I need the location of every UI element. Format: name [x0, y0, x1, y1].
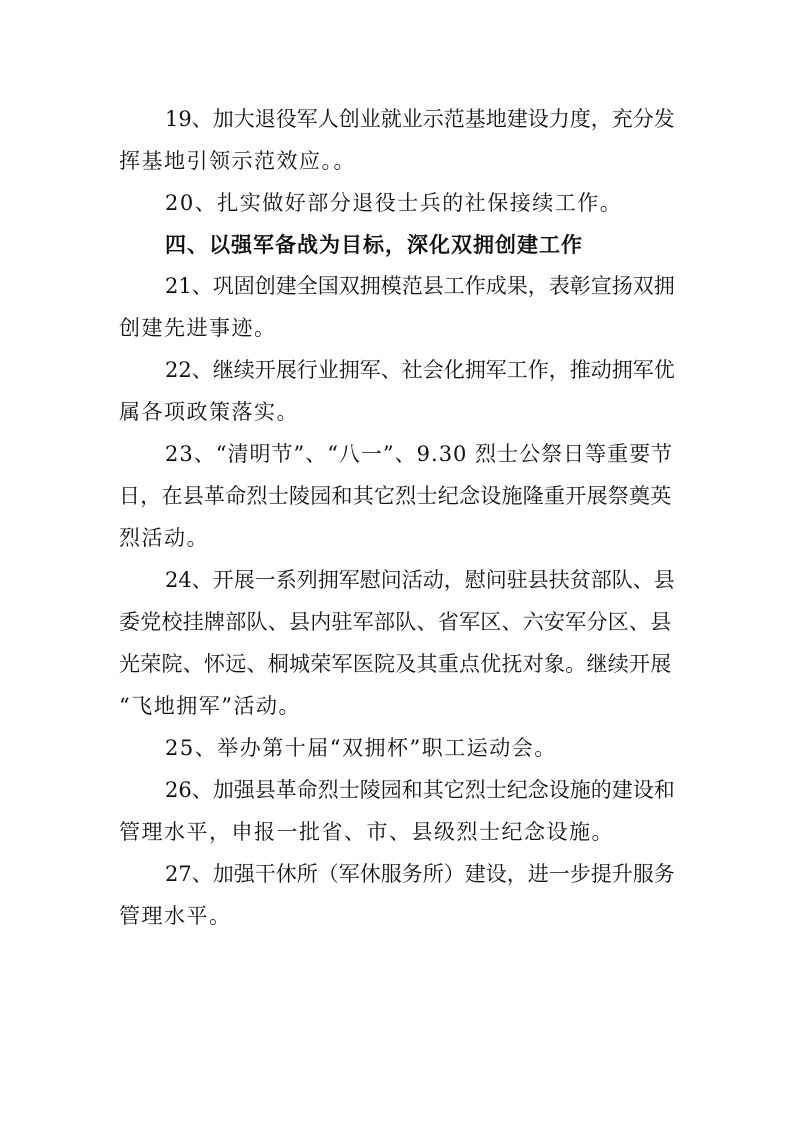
paragraph-24-line-3: 光荣院、怀远、桐城荣军医院及其重点优抚对象。继续开展: [119, 652, 672, 676]
paragraph-21-line-2: 创建先进事迹。: [119, 316, 277, 340]
paragraph-26-line-1: 26、加强县革命烈士陵园和其它烈士纪念设施的建设和: [165, 778, 675, 802]
paragraph-23-line-2: 日，在县革命烈士陵园和其它烈士纪念设施隆重开展祭奠英: [119, 484, 672, 508]
paragraph-24-line-2: 委党校挂牌部队、县内驻军部队、省军区、六安军分区、县: [119, 610, 672, 634]
paragraph-20-line-1: 20、扎实做好部分退役士兵的社保接续工作。: [165, 191, 623, 215]
paragraph-21-line-1: 21、巩固创建全国双拥模范县工作成果，表彰宣扬双拥: [165, 274, 675, 298]
paragraph-26-line-2: 管理水平，申报一批省、市、县级烈士纪念设施。: [119, 820, 614, 844]
paragraph-24-line-1: 24、开展一系列拥军慰问活动，慰问驻县扶贫部队、县: [165, 568, 675, 592]
paragraph-19-line-1: 19、加大退役军人创业就业示范基地建设力度，充分发: [165, 107, 675, 131]
paragraph-24-line-4: “飞地拥军”活动。: [119, 694, 301, 718]
paragraph-27-line-1: 27、加强干休所（军休服务所）建设，进一步提升服务: [165, 862, 675, 886]
paragraph-25-line-1: 25、举办第十届“双拥杯”职工运动会。: [165, 736, 557, 760]
paragraph-22-line-2: 属各项政策落实。: [119, 400, 299, 424]
paragraph-22-line-1: 22、继续开展行业拥军、社会化拥军工作，推动拥军优: [165, 358, 675, 382]
paragraph-23-line-3: 烈活动。: [119, 526, 209, 550]
paragraph-27-line-2: 管理水平。: [119, 904, 232, 928]
section-heading-4: 四、以强军备战为目标，深化双拥创建工作: [165, 233, 583, 257]
paragraph-23-line-1: 23、“清明节”、“八一”、9.30 烈士公祭日等重要节: [165, 442, 674, 466]
paragraph-19-line-2: 挥基地引领示范效应。。: [119, 149, 356, 173]
